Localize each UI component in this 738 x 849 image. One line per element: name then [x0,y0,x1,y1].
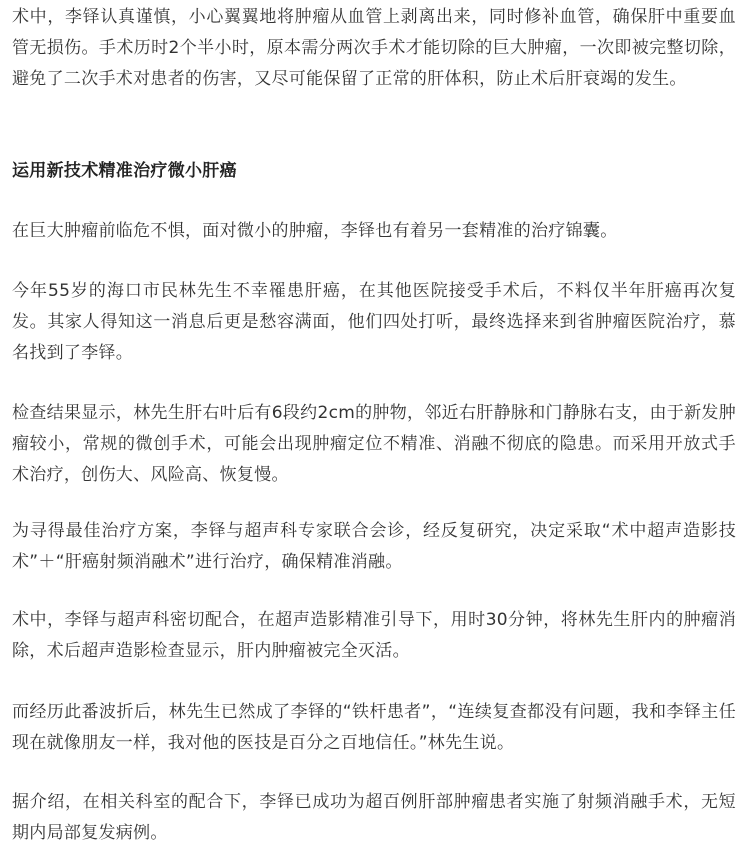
paragraph-exam-results: 检查结果显示，林先生肝右叶后有6段约2cm的肿物，邻近右肝静脉和门静脉右支，由于新发肿瘤较小，常规的微创手术，可能会出现肿瘤定位不精准、消融不彻底的隐患。而采用开放式手术治疗，创伤大、风险高、恢复慢。 [12,403,736,485]
paragraph-summary: 据介绍，在相关科室的配合下，李铎已成功为超百例肝部肿瘤患者实施了射频消融手术，无短期内局部复发病例。 [12,792,736,843]
paragraph-treatment-plan: 为寻得最佳治疗方案，李铎与超声科专家联合会诊，经反复研究，决定采取“术中超声造影技术”＋“肝癌射频消融术”进行治疗，确保精准消融。 [12,521,736,572]
paragraph-patient-background: 今年55岁的海口市民林先生不幸罹患肝癌，在其他医院接受手术后，不料仅半年肝癌再次复发。其家人得知这一消息后更是愁容满面，他们四处打听，最终选择来到省肿瘤医院治疗，慕名找到了李铎。 [12,281,736,363]
paragraph-procedure: 术中，李铎与超声科密切配合，在超声造影精准引导下，用时30分钟，将林先生肝内的肿瘤消除，术后超声造影检查显示，肝内肿瘤被完全灭活。 [12,610,736,661]
paragraph-intro-small-tumor: 在巨大肿瘤前临危不惧，面对微小的肿瘤，李铎也有着另一套精准的治疗锦囊。 [12,221,618,241]
paragraph-patient-quote: 而经历此番波折后，林先生已然成了李铎的“铁杆患者”，“连续复查都没有问题，我和李铎主任现在就像朋友一样，我对他的医技是百分之百地信任。”林先生说。 [12,702,736,753]
section-heading: 运用新技术精准治疗微小肝癌 [12,161,237,181]
paragraph-surgery-detail: 术中，李铎认真谨慎，小心翼翼地将肿瘤从血管上剥离出来，同时修补血管，确保肝中重要血管无损伤。手术历时2个半小时，原本需分两次手术才能切除的巨大肿瘤，一次即被完整切除，避免了二次手术对患者的伤害，又尽可能保留了正常的肝体积，防止术后肝衰竭的发生。 [12,7,736,89]
